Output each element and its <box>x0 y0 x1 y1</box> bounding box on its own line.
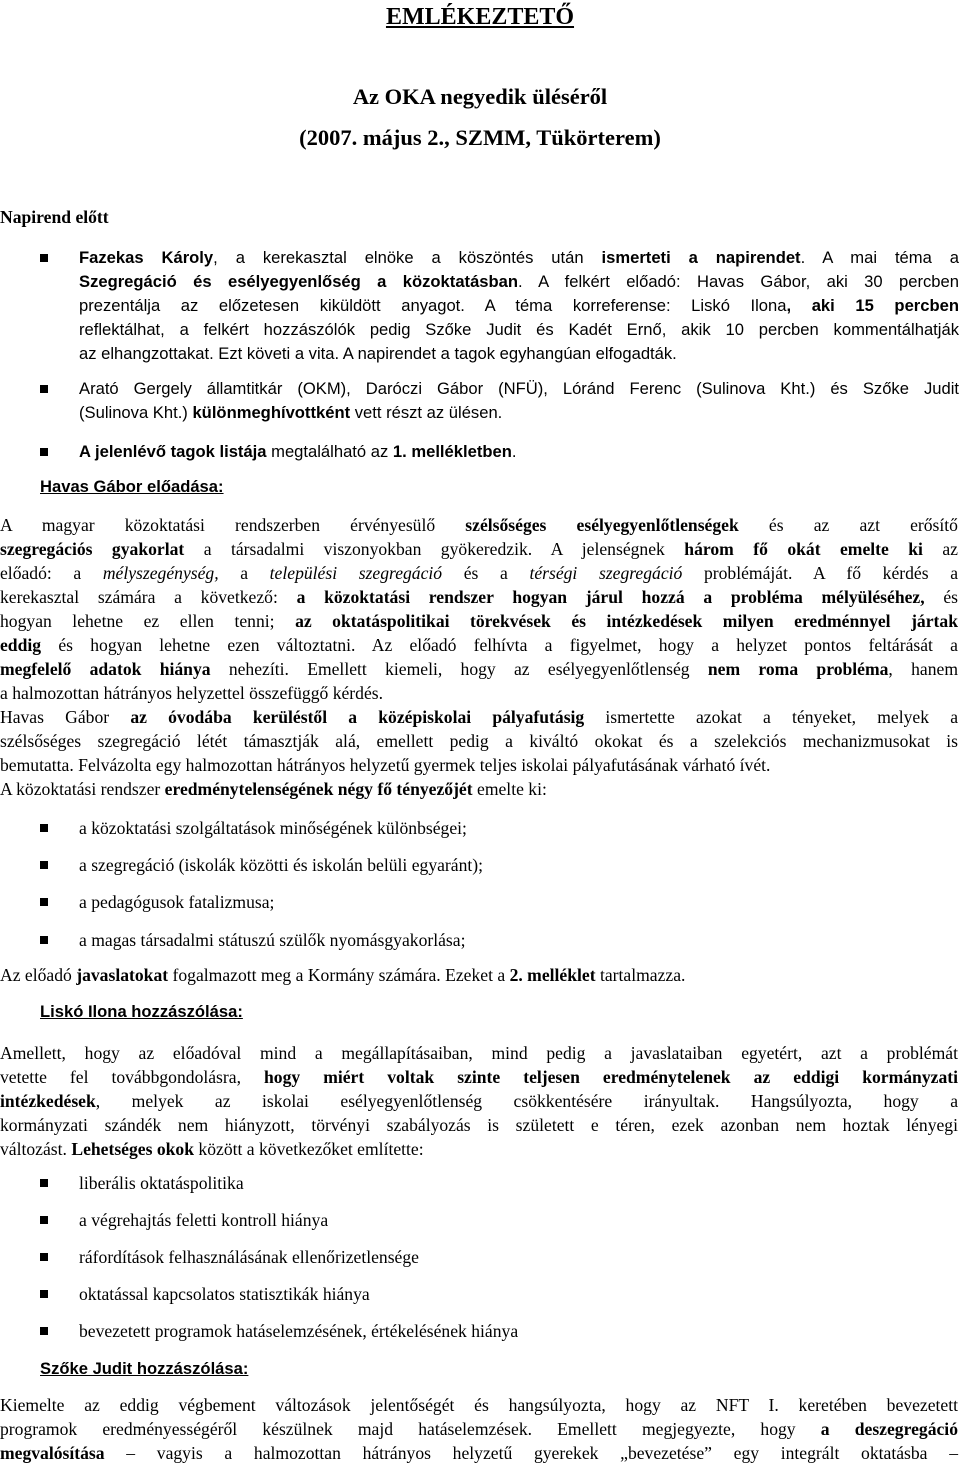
text-line: Amellett, hogy az előadóval mind a megállapításaiban, mind pedig a javaslataiban egyetért, azt a problémát <box>0 1043 958 1063</box>
text-span: szélsőséges esélyegyenlőtlenségek <box>465 515 739 535</box>
text-line: reflektálhat, a felkért hozzászólók pedig Szőke Judit és Kadét Ernő, akik 10 percben kommentálhatják <box>79 320 959 339</box>
text-span: 1. mellékletben <box>392 442 512 461</box>
text-span: előadó: a <box>0 563 103 583</box>
text-span: Az előadó <box>0 965 77 985</box>
text-span: eredménytelenségének négy fő tényezőjét <box>164 779 473 799</box>
text-span: , melyek az iskolai esélyegyenlőtlenség csökkentésére irányultak. Hangsúlyozta, hogy a <box>95 1091 958 1111</box>
text-line: kormányzati szándék nem hiányzott, törvényi szabályozás is született e téren, ezek azonban nem hoztak lényegi <box>0 1115 958 1135</box>
text-span: vetette fel továbbgondolásra, <box>0 1067 264 1087</box>
agenda-bullet-3 <box>79 440 959 464</box>
text-span: a közoktatási rendszer hogyan járul hozzá a probléma mélyüléséhez, <box>296 587 925 607</box>
text-line: a halmozottan hátrányos helyzettel összefüggő kérdés. <box>0 683 384 703</box>
text-span: problémáját. A fő kérdés a <box>682 563 959 583</box>
text-span: változást. <box>0 1139 72 1159</box>
text-span: kerekasztal számára a következő: <box>0 587 297 607</box>
text-span: az oktatáspolitikai törekvések és intézkedések milyen eredménnyel jártak <box>295 611 958 631</box>
havas-paragraph <box>0 513 958 801</box>
text-span: különmeghívottként <box>192 403 351 422</box>
section-heading-havas: Havas Gábor előadása: <box>40 477 224 496</box>
factor-item: a magas társadalmi státuszú szülők nyomásgyakorlása; <box>79 928 959 952</box>
text-span: javaslatokat <box>76 965 169 985</box>
agenda-bullet-1 <box>79 246 959 366</box>
text-span: 2. melléklet <box>509 965 596 985</box>
text-span: , a kerekasztal elnöke a köszöntés után <box>213 248 602 267</box>
text-span: . A felkért előadó: Havas Gábor, aki 30 percben <box>518 272 959 291</box>
section-heading-szoke: Szőke Judit hozzászólása: <box>40 1359 249 1378</box>
meeting-date-location: (2007. május 2., SZMM, Tükörterem) <box>299 125 661 150</box>
text-span: prezentálja az előzetesen kiküldött anyagot. A téma korreferense: Liskó Ilona <box>79 296 787 315</box>
text-span: nem roma probléma <box>707 659 889 679</box>
agenda-bullet-2 <box>79 377 959 425</box>
text-span: fogalmazott meg a Kormány számára. Ezeket a <box>168 965 510 985</box>
text-span: térségi szegregáció <box>529 563 683 583</box>
text-span: A magyar közoktatási rendszerben érvényesülő <box>0 515 466 535</box>
text-span: , hanem <box>888 659 958 679</box>
text-span: települési szegregáció <box>269 563 443 583</box>
text-span: három fő okát emelte ki <box>684 539 923 559</box>
text-span: mélyszegénység, <box>102 563 219 583</box>
document-subtitle: Az OKA negyedik üléséről <box>352 84 608 109</box>
text-span: a deszegregáció <box>820 1419 958 1439</box>
section-heading-napirend: Napirend előtt <box>0 207 109 227</box>
text-span: emelte ki: <box>472 779 547 799</box>
text-span: Havas Gábor <box>0 707 131 727</box>
text-span: szegregációs gyakorlat <box>0 539 185 559</box>
factor-item: a közoktatási szolgáltatások minőségének különbségei; <box>79 816 959 840</box>
text-span: vett részt az ülésen. <box>350 403 503 422</box>
chair-name: Fazekas Károly <box>79 248 214 267</box>
document-title: EMLÉKEZTETŐ <box>385 4 575 30</box>
text-span: hogyan lehetne ez ellen tenni; <box>0 611 296 631</box>
text-span: , aki 15 percben <box>786 296 959 315</box>
text-span: között a következőket említette: <box>194 1139 424 1159</box>
text-span: a <box>218 563 270 583</box>
text-span: programok eredményességéről készülnek majd hatáselemzések. Emellett megjegyezte, hogy <box>0 1419 821 1439</box>
text-span: ismerteti a napirendet <box>601 248 801 267</box>
cause-item: a végrehajtás feletti kontroll hiánya <box>79 1208 959 1232</box>
text-span: ismertette azokat a tényeket, melyek a <box>584 707 959 727</box>
text-span: nehezíti. Emellett kiemeli, hogy az esélyegyenlőtlenség <box>210 659 708 679</box>
text-span: Lehetséges okok <box>71 1139 195 1159</box>
text-span: a társadalmi viszonyokban gyökeredzik. A jelenségnek <box>184 539 685 559</box>
factor-item: a szegregáció (iskolák közötti és iskolán belüli egyaránt); <box>79 853 959 877</box>
text-span: tartalmazza. <box>595 965 686 985</box>
topic-text: Szegregáció és esélyegyenlőség a közoktatásban <box>79 272 519 291</box>
text-line: szélsőséges szegregáció létét támasztják alá, emellett pedig a kiváltó okokat és a szelekciós mechanizmusokat is <box>0 731 958 751</box>
text-span: és hogyan lehetne ezen változtatni. Az előadó felhívta a figyelmet, hogy a helyzet pontos feltárását a <box>41 635 958 655</box>
lisko-paragraph <box>0 1041 958 1161</box>
cause-item: oktatással kapcsolatos statisztikák hiánya <box>79 1282 959 1306</box>
text-span: hogy miért voltak szinte teljesen eredménytelenek az eddigi kormányzati <box>264 1067 958 1087</box>
text-span: (Sulinova Kht.) <box>79 403 193 422</box>
cause-item: ráfordítások felhasználásának ellenőrizetlensége <box>79 1245 959 1269</box>
text-line: bemutatta. Felvázolta egy halmozottan hátrányos helyzetű gyermek teljes iskolai pályafutásának várható ívét. <box>0 755 771 775</box>
text-span: . A mai téma a <box>800 248 959 267</box>
text-line: Arató Gergely államtitkár (OKM), Daróczi Gábor (NFÜ), Lóránd Ferenc (Sulinova Kht.) és Szőke Judit <box>79 379 959 398</box>
text-span: – vagyis a halmozottan hátrányos helyzetű gyerekek „bevezetése” egy integrált oktatásba – <box>104 1443 958 1463</box>
text-span: megtalálható az <box>266 442 393 461</box>
text-span: A jelenlévő tagok listája <box>79 442 267 461</box>
text-line: az elhangzottakat. Ezt követi a vita. A napirendet a tagok egyhangúan elfogadták. <box>79 344 677 363</box>
havas-closing-line <box>0 963 958 987</box>
text-span: megvalósítása <box>0 1443 105 1463</box>
text-span: megfelelő adatok hiánya <box>0 659 211 679</box>
szoke-paragraph <box>0 1393 958 1465</box>
text-span: az óvodába kerüléstől a középiskolai pályafutásig <box>130 707 585 727</box>
text-span: eddig <box>0 635 42 655</box>
text-span: A közoktatási rendszer <box>0 779 165 799</box>
factor-item: a pedagógusok fatalizmusa; <box>79 890 959 914</box>
section-heading-lisko: Liskó Ilona hozzászólása: <box>40 1002 243 1021</box>
text-line: Kiemelte az eddig végbement változások jelentőségét és hangsúlyozta, hogy az NFT I. keretében bevezetett <box>0 1395 958 1415</box>
text-span: az <box>922 539 958 559</box>
text-span: és <box>924 587 958 607</box>
cause-item: bevezetett programok hatáselemzésének, értékelésének hiánya <box>79 1319 959 1343</box>
cause-item: liberális oktatáspolitika <box>79 1171 959 1195</box>
text-span: intézkedések <box>0 1091 96 1111</box>
text-span: . <box>511 442 517 461</box>
text-span: és az azt erősítő <box>738 515 958 535</box>
text-span: és a <box>442 563 530 583</box>
